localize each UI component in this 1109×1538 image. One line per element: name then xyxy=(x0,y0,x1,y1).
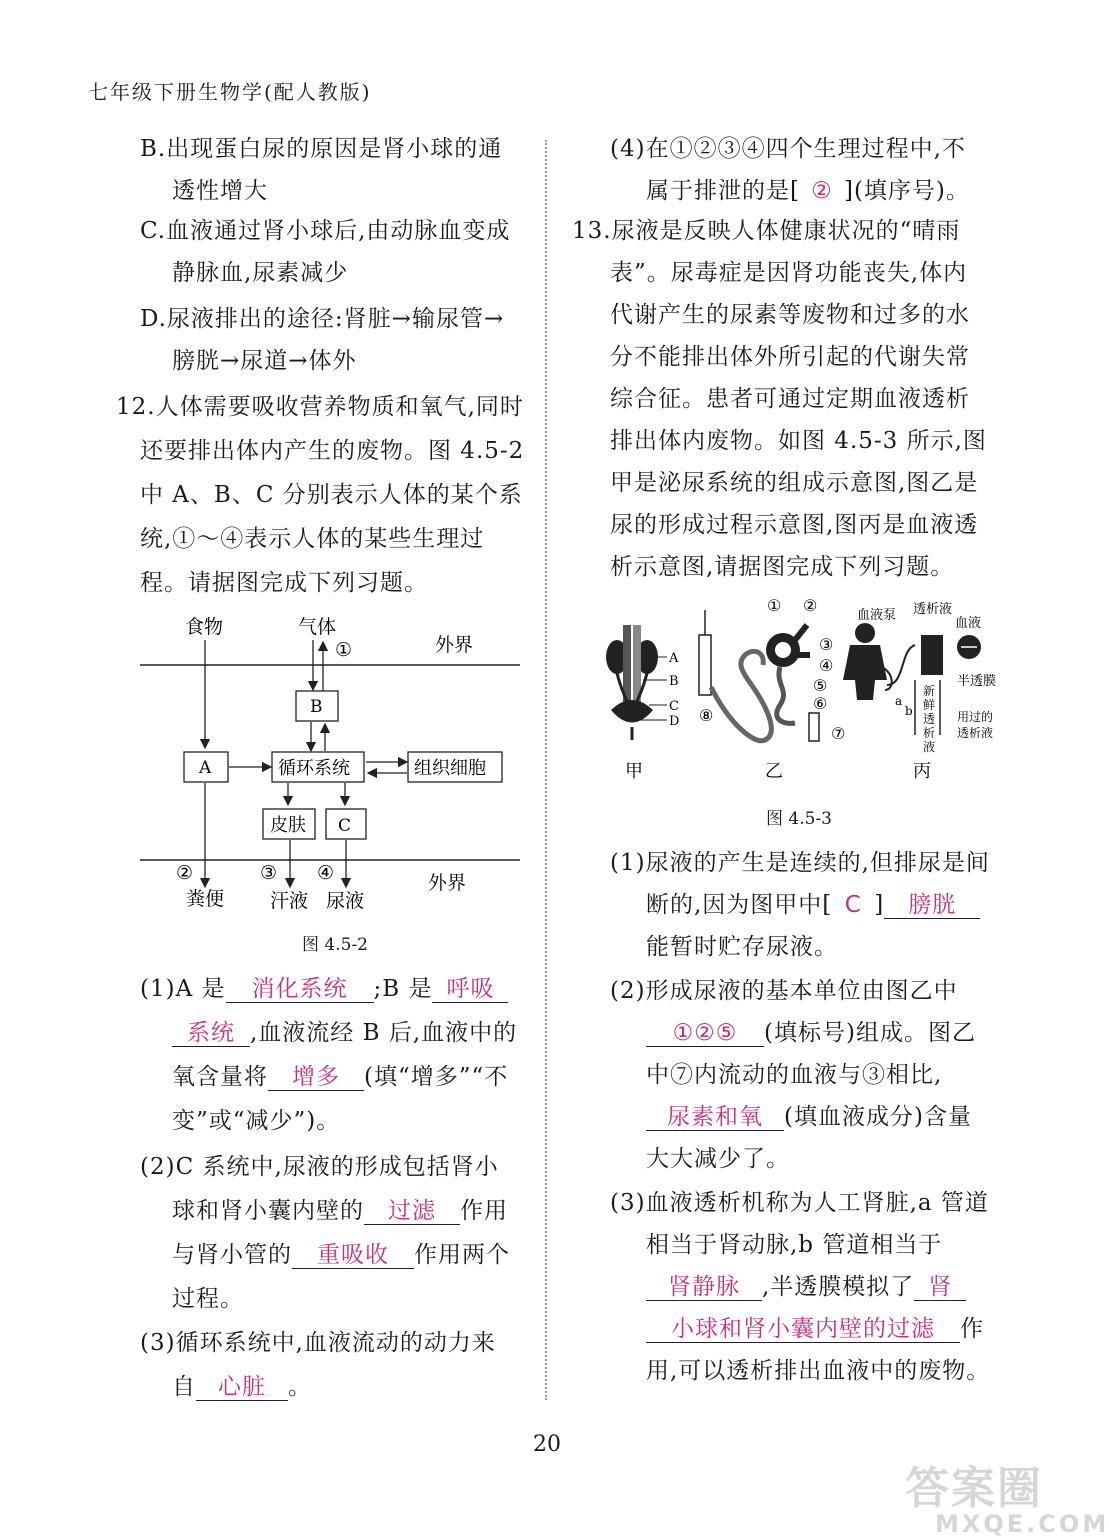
label-tube-a: a xyxy=(895,694,903,708)
q13-part1-line2: 断的,因为图甲中[ C ] 膀胱 xyxy=(646,890,980,920)
option-d-line2: 膀胱→尿道→体外 xyxy=(172,348,357,374)
urinary-system-figure xyxy=(606,625,679,740)
q13-part2-line3: 中⑦内流动的血液与③相比, xyxy=(646,1062,943,1088)
answer-blank-renal-vein[interactable]: 肾静脉 xyxy=(646,1274,762,1301)
answer-bracket-not-excretion[interactable]: ② xyxy=(811,178,833,204)
label-fresh-3: 透 xyxy=(923,712,936,726)
label-circulatory-system: 循环系统 xyxy=(278,758,350,779)
q13-line8: 尿的形成过程示意图,图丙是血液透 xyxy=(610,512,979,538)
answer-blank-oxygen[interactable]: 增多 xyxy=(268,1064,364,1091)
label-blood-pump: 血液泵 xyxy=(857,608,897,623)
q13-part2-line1: (2)形成尿液的基本单位由图乙中 xyxy=(610,978,958,1004)
label-process-1: ① xyxy=(335,639,353,661)
q13-part1-line1: (1)尿液的产生是连续的,但排尿是间 xyxy=(610,850,990,876)
q13-part3-line2: 相当于肾动脉,b 管道相当于 xyxy=(646,1232,943,1258)
label-skin: 皮肤 xyxy=(270,815,306,836)
answer-blank-b-part2[interactable]: 系统 xyxy=(172,1020,250,1047)
label-blood: 血液 xyxy=(955,616,982,631)
label-feces: 粪便 xyxy=(186,888,225,910)
label-outside-bottom: 外界 xyxy=(428,872,467,894)
page-number: 20 xyxy=(533,1432,561,1457)
q12-part2-line2: 球和肾小囊内壁的 过滤 作用 xyxy=(172,1198,508,1224)
answer-blank-bladder[interactable]: 膀胱 xyxy=(884,892,980,919)
label-bladder-c: C xyxy=(669,699,679,714)
answer-blank-filtration[interactable]: 过滤 xyxy=(364,1198,460,1225)
q12-part2-line4: 过程。 xyxy=(172,1286,244,1312)
q12-part2-line1: (2)C 系统中,尿液的形成包括肾小 xyxy=(140,1154,499,1180)
label-used-2: 透析液 xyxy=(957,726,994,740)
q12-part4-line2: 属于排泄的是[ ② ](填序号)。 xyxy=(646,178,970,204)
answer-blank-membrane-part2[interactable]: 小球和肾小囊内壁的过滤 xyxy=(646,1316,960,1343)
label-circled-3: ③ xyxy=(819,635,834,654)
nephron-figure xyxy=(699,596,845,743)
column-divider xyxy=(545,140,547,1400)
answer-blank-nephron[interactable]: ①②⑤ xyxy=(646,1020,764,1047)
figure-caption-4-5-2: 图 4.5-2 xyxy=(302,935,368,955)
q12-line3: 中 A、B、C 分别表示人体的某个系 xyxy=(140,482,523,508)
q13-line3: 代谢产生的尿素等废物和过多的水 xyxy=(610,302,970,328)
label-a: A xyxy=(199,758,212,778)
option-c-line1: C.血液通过肾小球后,由动脉血变成 xyxy=(140,218,511,244)
label-dialysate: 透析液 xyxy=(913,602,953,617)
option-b-line2: 透性增大 xyxy=(172,178,268,204)
label-fresh-1: 新 xyxy=(923,684,936,698)
q12-part3-line1: (3)循环系统中,血液流动的动力来 xyxy=(140,1330,496,1356)
label-circled-8: ⑧ xyxy=(699,706,714,725)
q12-part1-line1: (1)A 是 消化系统 ;B 是 呼吸 xyxy=(140,974,508,1004)
label-semipermeable-membrane: 半透膜 xyxy=(957,674,997,689)
answer-blank-membrane-part1[interactable]: 肾 xyxy=(914,1274,966,1301)
q12-line2: 还要排出体内产生的废物。图 4.5-2 xyxy=(140,438,525,464)
q12-part2-line3: 与肾小管的 重吸收 作用两个 xyxy=(172,1242,510,1268)
option-b-line1: B.出现蛋白尿的原因是肾小球的通 xyxy=(140,136,503,162)
label-process-2: ② xyxy=(176,862,194,884)
label-circled-4: ④ xyxy=(819,656,834,675)
q13-part3-line4: 小球和肾小囊内壁的过滤 作 xyxy=(646,1314,984,1344)
answer-blank-a[interactable]: 消化系统 xyxy=(226,976,374,1003)
answer-blank-reabsorption[interactable]: 重吸收 xyxy=(292,1242,414,1269)
label-fresh-2: 鲜 xyxy=(923,698,936,712)
q12-part4-line1: (4)在①②③④四个生理过程中,不 xyxy=(610,136,966,162)
q13-line6: 排出体内废物。如图 4.5-3 所示,图 xyxy=(610,428,987,454)
label-circled-6: ⑥ xyxy=(813,694,828,713)
label-circled-2: ② xyxy=(803,596,818,615)
label-tissue-cells: 组织细胞 xyxy=(414,758,486,779)
label-outside-top: 外界 xyxy=(435,634,474,656)
q13-part3-line5: 用,可以透析排出血液中的废物。 xyxy=(646,1358,991,1384)
label-urine: 尿液 xyxy=(326,890,365,912)
q12-line1: 12.人体需要吸收营养物质和氧气,同时 xyxy=(116,394,524,420)
label-yi: 乙 xyxy=(765,761,783,782)
watermark-url: MXQE.COM xyxy=(935,1510,1109,1538)
label-urethra-d: D xyxy=(669,714,680,729)
label-c: C xyxy=(338,816,352,836)
label-used-1: 用过的 xyxy=(957,710,994,724)
q13-part3-line1: (3)血液透析机称为人工肾脏,a 管道 xyxy=(610,1190,989,1216)
q13-line4: 分不能排出体外所引起的代谢失常 xyxy=(610,344,970,370)
label-tube-b: b xyxy=(905,704,913,718)
dialysis-figure xyxy=(843,601,996,754)
q12-line4: 统,①～④表示人体的某些生理过 xyxy=(140,526,485,552)
q13-part3-line3: 肾静脉 ,半透膜模拟了 肾 xyxy=(646,1272,966,1302)
page-header: 七年级下册生物学(配人教版) xyxy=(88,80,372,104)
label-process-3: ③ xyxy=(260,862,278,884)
q13-line5: 综合征。患者可通过定期血液透析 xyxy=(610,386,970,412)
label-circled-1: ① xyxy=(767,596,782,615)
answer-blank-heart[interactable]: 心脏 xyxy=(196,1374,288,1401)
label-kidney-a: A xyxy=(669,651,679,666)
answer-blank-b-part1[interactable]: 呼吸 xyxy=(432,976,508,1003)
label-circled-7: ⑦ xyxy=(831,724,846,743)
label-process-4: ④ xyxy=(317,862,335,884)
q13-line2: 表”。尿毒症是因肾功能丧失,体内 xyxy=(610,260,968,286)
label-gas: 气体 xyxy=(298,616,337,638)
q13-part2-line2: ①②⑤ (填标号)组成。图乙 xyxy=(646,1018,976,1048)
q13-line7: 甲是泌尿系统的组成示意图,图乙是 xyxy=(610,470,979,496)
q12-part1-line2: 系统 ,血液流经 B 后,血液中的 xyxy=(172,1018,517,1048)
label-fresh-4: 析 xyxy=(923,726,936,740)
figure-4-5-3 xyxy=(595,595,1015,795)
q12-part1-line4: 变”或“减少”)。 xyxy=(172,1108,341,1134)
answer-bracket-bladder-letter[interactable]: C xyxy=(844,892,862,918)
q12-part3-line2: 自 心脏 。 xyxy=(172,1374,312,1400)
label-jia: 甲 xyxy=(625,761,643,782)
label-ureter-b: B xyxy=(669,674,679,689)
label-b: B xyxy=(310,697,323,717)
q13-line1: 13.尿液是反映人体健康状况的“晴雨 xyxy=(572,218,961,244)
label-circled-5: ⑤ xyxy=(813,676,828,695)
watermark-logo xyxy=(905,1452,1109,1538)
option-c-line2: 静脉血,尿素减少 xyxy=(172,260,349,286)
q12-part1-line3: 氧含量将 增多 (填“增多”“不 xyxy=(172,1064,509,1090)
figure-4-5-2 xyxy=(130,605,530,920)
label-food: 食物 xyxy=(185,616,224,638)
q13-part2-line4: 尿素和氧 (填血液成分)含量 xyxy=(646,1102,972,1132)
label-fresh-5: 液 xyxy=(923,740,936,754)
q13-part1-line3: 能暂时贮存尿液。 xyxy=(646,934,838,960)
q13-line9: 析示意图,请据图完成下列习题。 xyxy=(610,554,955,580)
label-bing: 丙 xyxy=(913,761,931,782)
label-sweat: 汗液 xyxy=(270,890,309,912)
answer-blank-blood-component[interactable]: 尿素和氧 xyxy=(646,1104,784,1131)
option-d-line1: D.尿液排出的途径:肾脏→输尿管→ xyxy=(140,306,505,332)
q12-line5: 程。请据图完成下列习题。 xyxy=(140,570,428,596)
watermark-text: 答案圈 xyxy=(905,1463,1043,1514)
q13-part2-line5: 大大减少了。 xyxy=(646,1146,790,1172)
figure-caption-4-5-3: 图 4.5-3 xyxy=(766,809,832,829)
